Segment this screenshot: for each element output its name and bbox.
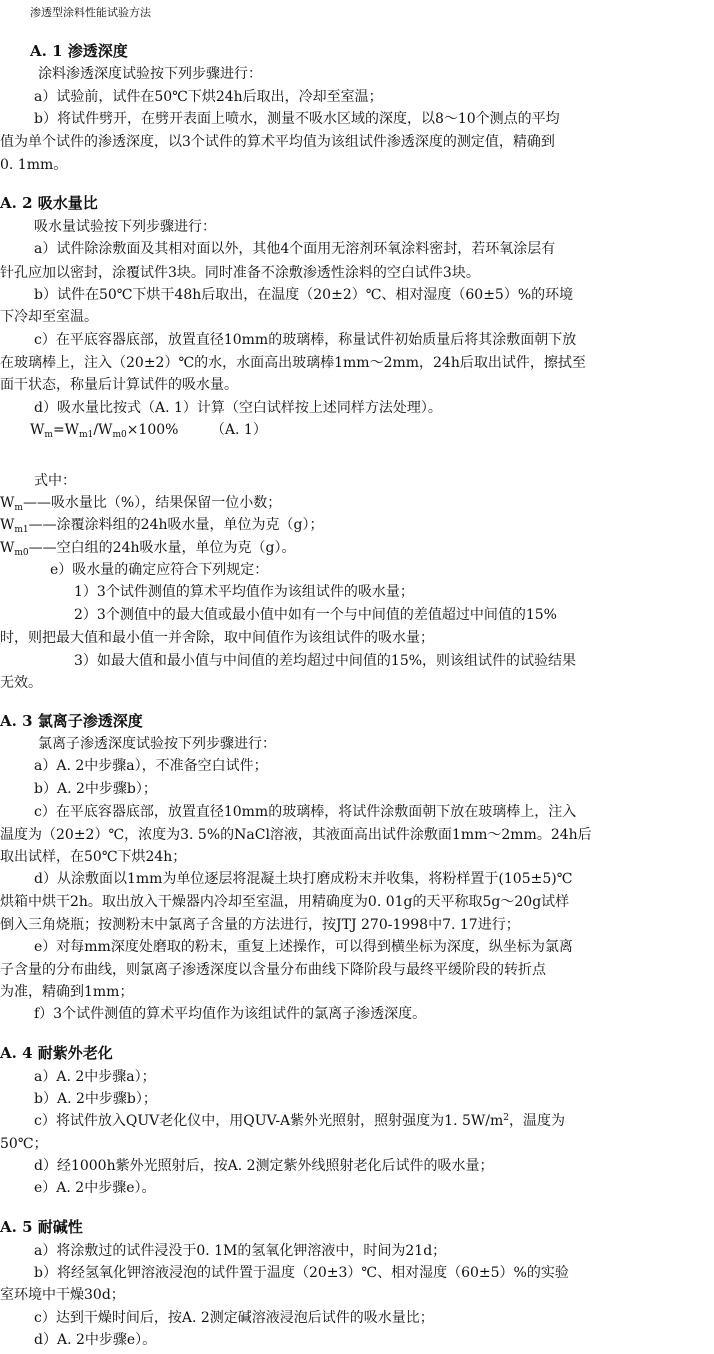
text-line [50,560,714,581]
text-line [34,1004,714,1025]
text-line [34,217,714,238]
line-text: 在玻璃棒上，注入（20±2）℃的水，水面高出玻璃棒1mm～2mm，24h后取出试件，擦拭至 [0,355,586,371]
text-line [34,239,714,260]
text-line [0,982,714,1003]
formula-slash: /W [93,422,113,438]
line-text: b）A. 2中步骤b）； [34,781,157,797]
line-text: d）经1000h紫外光照射后，按A. 2测定紫外线照射老化后试件的吸水量； [34,1158,494,1174]
line-text: c）在平底容器底部，放置直径10mm的玻璃棒，称量试件初始质量后将其涂敷面朝下放 [34,332,577,348]
text-line [0,155,714,176]
section-heading [30,41,714,62]
line-text: c）达到干燥时间后，按A. 2测定碱溶液浸泡后试件的吸水量比； [34,1310,434,1326]
text-line [0,915,714,936]
text-line [0,1134,714,1155]
line-text: a）A. 2中步骤a），不准备空白试件； [34,758,268,774]
formula-lhs: W [30,422,45,438]
line-text: a）试件除涂敷面及其相对面以外，其他4个面用无溶剂环氧涂料密封，若环氧涂层有 [34,241,556,257]
superscript: 2 [503,1113,509,1123]
text-line [34,330,714,351]
line-text: b）将经氢氧化钾溶液浸泡的试件置于温度（20±3）℃、相对湿度（60±5）%的实验 [34,1265,569,1281]
symbol-subscript: m [14,503,23,513]
text-line [74,605,714,626]
line-text: A. 4 耐紫外老化 [0,1044,113,1062]
line-text: 时，则把最大值和最小值一并舍除，取中间值作为该组试件的吸水量； [0,630,434,646]
section-heading [0,193,714,214]
text-line [38,734,714,755]
text-line [0,825,714,846]
line-text: 1）3个试件测值的算术平均值作为该组试件的吸水量； [74,584,414,600]
symbol-subscript: m0 [14,548,29,558]
line-text: d）A. 2中步骤e）。 [34,1332,157,1348]
text-line [34,1241,714,1262]
text-line [0,307,714,328]
line-text: A. 5 耐碱性 [0,1218,83,1236]
section-heading [0,1217,714,1238]
text-line [34,285,714,306]
section-heading [0,1043,714,1064]
line-text: a）试验前，试件在50℃下烘24h后取出，冷却至室温； [34,89,383,105]
text-line [34,1308,714,1329]
symbol-subscript: m1 [14,525,29,535]
line-text: ——涂覆涂料组的24h吸水量，单位为克（g）； [28,517,324,533]
text-line [34,109,714,130]
line-text: d）从涂敷面以1mm为单位逐层将混凝土块打磨成粉末并收集，将粉样置于(105±5)℃ [34,871,573,887]
line-text: b）试件在50℃下烘干48h后取出，在温度（20±2）℃、相对湿度（60±5）%的环境 [34,287,574,303]
text-line [0,847,714,868]
text-line [38,64,714,85]
text-line [74,582,714,603]
text-line [0,515,714,536]
formula-label: （A. 1） [210,422,267,438]
text-line [0,375,714,396]
text-line [34,87,714,108]
line-text: c）将试件放入QUV老化仪中，用QUV-A紫外光照射，照射强度为1. 5W/m [34,1113,504,1129]
formula-a1 [30,420,714,441]
line-text: c）在平底容器底部，放置直径10mm的玻璃棒，将试件涂敷面朝下放在玻璃棒上，注入 [34,804,577,820]
line-text: f）3个试件测值的算术平均值作为该组试件的氯离子渗透深度。 [34,1006,427,1022]
text-line [34,1330,714,1351]
line-text: e）吸水量的确定应符合下列规定： [50,562,269,578]
text-line [34,1089,714,1110]
line-text: b）将试件劈开，在劈开表面上喷水，测量不吸水区域的深度，以8～10个测点的平均 [34,111,560,127]
line-text: 取出试样，在50℃下烘24h； [0,849,187,865]
text-line [34,1067,714,1088]
line-text: A. 3 氯离子渗透深度 [0,712,143,730]
text-line [34,869,714,890]
formula-lhs-sub: m [44,430,53,440]
line-text: 式中： [34,473,76,489]
text-line [34,398,714,419]
line-text: 无效。 [0,675,42,691]
line-text: 烘箱中烘干2h。取出放入干燥器内冷却至室温，用精确度为0. 01g的天平称取5g～20g试样 [0,894,570,910]
line-text: 子含量的分布曲线，则氯离子渗透深度以含量分布曲线下降阶段与最终平缓阶段的转折点 [0,962,546,978]
text-line [34,802,714,823]
line-text: e）A. 2中步骤e）。 [34,1180,156,1196]
line-text: a）A. 2中步骤a）； [34,1069,156,1085]
text-line [34,756,714,777]
text-line [0,538,714,559]
line-text: A. 1 渗透深度 [30,42,128,60]
line-text: e）对每mm深度处磨取的粉末，重复上述操作，可以得到横坐标为深度，纵坐标为氯离 [34,939,573,955]
symbol: W [0,495,15,511]
text-line [0,673,714,694]
line-text: a）将涂敷过的试件浸没于0. 1M的氢氧化钾溶液中，时间为21d； [34,1243,447,1259]
text-line [0,628,714,649]
line-text: 涂料渗透深度试验按下列步骤进行： [38,66,262,82]
text-line [34,1111,714,1132]
line-text: 倒入三角烧瓶；按测粉末中氯离子含量的方法进行，按JTJ 270-1998中7. 17进行； [0,917,520,933]
line-text: b）A. 2中步骤b）； [34,1091,157,1107]
text-line [34,937,714,958]
text-line [0,132,714,153]
formula-tail: ×100% [126,422,179,438]
text-line [34,1178,714,1199]
text-line [0,353,714,374]
text-line [34,779,714,800]
line-text: d）吸水量比按式（A. 1）计算（空白试样按上述同样方法处理）。 [34,400,442,416]
line-text: 为准，精确到1mm； [0,984,134,1000]
symbol: W [0,517,15,533]
line-text: 吸水量试验按下列步骤进行： [34,219,216,235]
line-text: 氯离子渗透深度试验按下列步骤进行： [38,736,276,752]
line-text-after: ，温度为 [509,1113,565,1129]
line-text: 值为单个试件的渗透深度，以3个试件的算术平均值为该组试件渗透深度的测定值，精确到 [0,134,555,150]
formula-eq: =W [52,422,80,438]
text-line [0,263,714,284]
line-text: ——空白组的24h吸水量，单位为克（g）。 [28,540,296,556]
text-line [0,493,714,514]
line-text: 下冷却至室温。 [0,309,98,325]
section-heading [0,711,714,732]
text-line [34,471,714,492]
document-title: 渗透型涂料性能试验方法 [30,6,151,19]
line-text: ——吸水量比（%），结果保留一位小数； [22,495,282,511]
line-text: 面干状态，称量后计算试件的吸水量。 [0,377,238,393]
formula-den-sub: m0 [112,430,127,440]
line-text: 针孔应加以密封，涂覆试件3块。同时准备不涂敷渗透性涂料的空白试件3块。 [0,265,480,281]
text-line [0,1285,714,1306]
text-line [34,1263,714,1284]
line-text: 温度为（20±2）℃，浓度为3. 5%的NaCl溶液，其液面高出试件涂敷面1mm～2mm。24h后 [0,827,592,843]
line-text: 0. 1mm。 [0,157,68,173]
text-line [74,651,714,672]
line-text: A. 2 吸水量比 [0,194,98,212]
formula-num-sub: m1 [79,430,94,440]
line-text: 3）如最大值和最小值与中间值的差均超过中间值的15%，则该组试件的试验结果 [74,653,577,669]
text-line [34,1156,714,1177]
text-line [0,960,714,981]
text-line [0,892,714,913]
line-text: 室环境中干燥30d； [0,1287,125,1303]
line-text: 2）3个测值中的最大值或最小值中如有一个与中间值的差值超过中间值的15% [74,607,557,623]
line-text: 50℃； [0,1136,48,1152]
symbol: W [0,540,15,556]
